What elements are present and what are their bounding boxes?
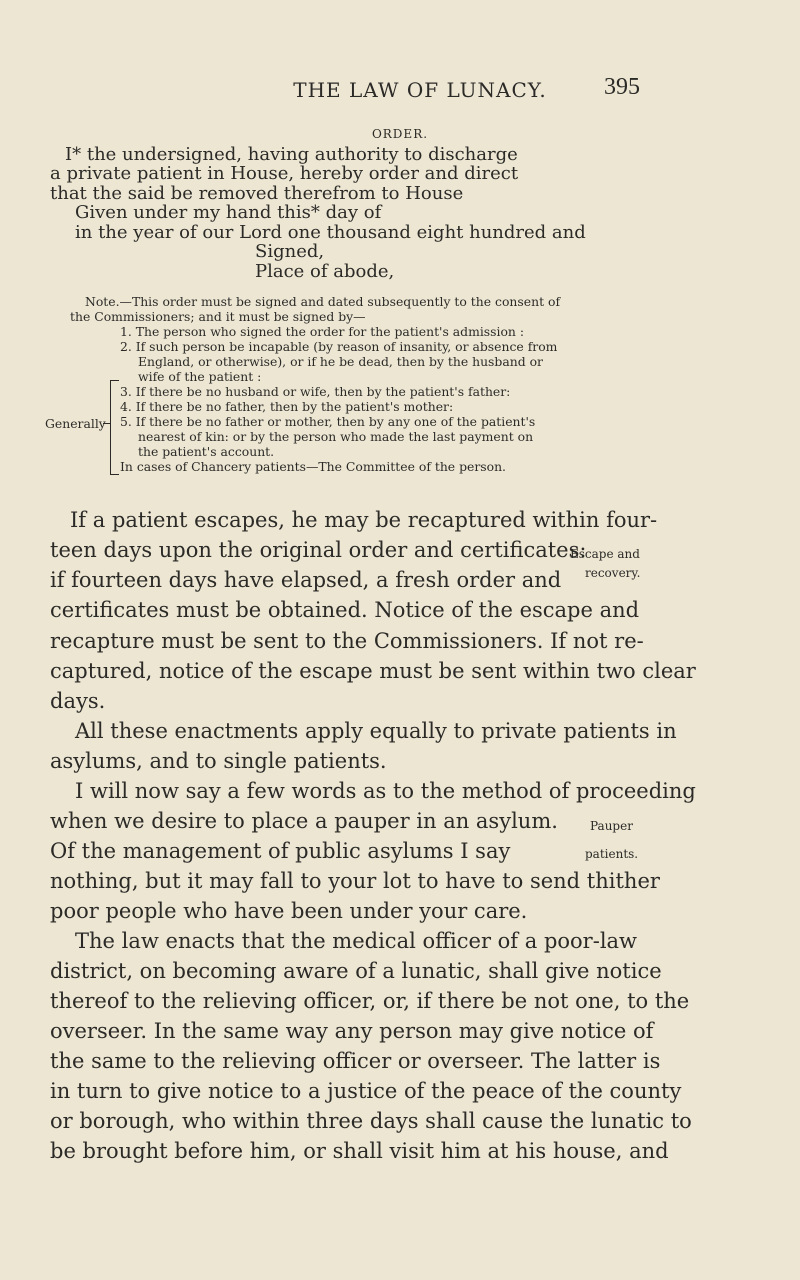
page-number: 395	[604, 74, 640, 100]
body-line: overseer. In the same way any person may give notice of	[50, 1019, 654, 1043]
order-line: that the said be removed therefrom to House	[50, 183, 464, 204]
body-line: thereof to the relieving officer, or, if there be not one, to the	[50, 989, 690, 1013]
body-line: in turn to give notice to a justice of the peace of the county	[50, 1079, 682, 1103]
brace-bracket	[110, 380, 119, 475]
margin-note-pauper: Pauper	[590, 819, 633, 833]
note-item: nearest of kin: or by the person who made the last payment on	[138, 429, 534, 444]
body-line: when we desire to place a pauper in an asylum.	[50, 809, 558, 833]
note-item: England, or otherwise), or if he be dead, then by the husband or	[138, 354, 543, 369]
body-line: district, on becoming aware of a lunatic, shall give notice	[50, 959, 662, 983]
order-line: Place of abode,	[255, 261, 395, 282]
order-line: I* the undersigned, having authority to discharge	[65, 144, 518, 165]
margin-note-patients: patients.	[585, 847, 639, 861]
order-line: Given under my hand this* day of	[75, 202, 382, 223]
body-line: nothing, but it may fall to your lot to have to send thither	[50, 869, 660, 893]
running-title: THE LAW OF LUNACY.	[293, 78, 547, 102]
note-item: 4. If there be no father, then by the patient's mother:	[120, 399, 454, 414]
note-line: the Commissioners; and it must be signed by—	[70, 309, 366, 324]
body-line: the same to the relieving officer or overseer. The latter is	[50, 1049, 661, 1073]
body-line: if fourteen days have elapsed, a fresh order and	[50, 568, 562, 592]
body-line: The law enacts that the medical officer of a poor-law	[75, 929, 638, 953]
body-line: If a patient escapes, he may be recaptured within four-	[70, 508, 658, 532]
note-item: 5. If there be no father or mother, then by any one of the patient's	[120, 414, 536, 429]
margin-note-escape: Escape and	[570, 547, 640, 561]
order-title: ORDER.	[371, 127, 429, 141]
generally-label: Generally	[45, 416, 106, 431]
body-line: recapture must be sent to the Commissioners. If not re-	[50, 629, 644, 653]
body-line: days.	[50, 689, 106, 713]
body-line: I will now say a few words as to the method of proceeding	[75, 779, 696, 803]
body-line: Of the management of public asylums I say	[50, 839, 511, 863]
order-line: Signed,	[255, 241, 325, 262]
note-item: the patient's account.	[138, 444, 275, 459]
note-item: 3. If there be no husband or wife, then by the patient's father:	[120, 384, 511, 399]
note-item: 2. If such person be incapable (by reason of insanity, or absence from	[120, 339, 558, 354]
body-line: or borough, who within three days shall cause the lunatic to	[50, 1109, 692, 1133]
body-line: teen days upon the original order and certificates:	[50, 538, 587, 562]
body-line: asylums, and to single patients.	[50, 749, 387, 773]
order-line: in the year of our Lord one thousand eight hundred and	[75, 222, 586, 243]
note-item: wife of the patient :	[138, 369, 262, 384]
body-line: be brought before him, or shall visit him at his house, and	[50, 1139, 669, 1163]
order-line: a private patient in House, hereby order and direct	[50, 163, 519, 184]
body-line: All these enactments apply equally to private patients in	[75, 719, 677, 743]
body-line: certificates must be obtained. Notice of the escape and	[50, 598, 640, 622]
body-line: poor people who have been under your care.	[50, 899, 528, 923]
body-line: captured, notice of the escape must be sent within two clear	[50, 659, 696, 683]
chancery-note: In cases of Chancery patients—The Committee of the person.	[120, 459, 506, 474]
note-item: 1. The person who signed the order for the patient's admission :	[120, 324, 525, 339]
note-line: Note.—This order must be signed and dated subsequently to the consent of	[85, 294, 561, 309]
margin-note-recovery: recovery.	[585, 566, 641, 580]
